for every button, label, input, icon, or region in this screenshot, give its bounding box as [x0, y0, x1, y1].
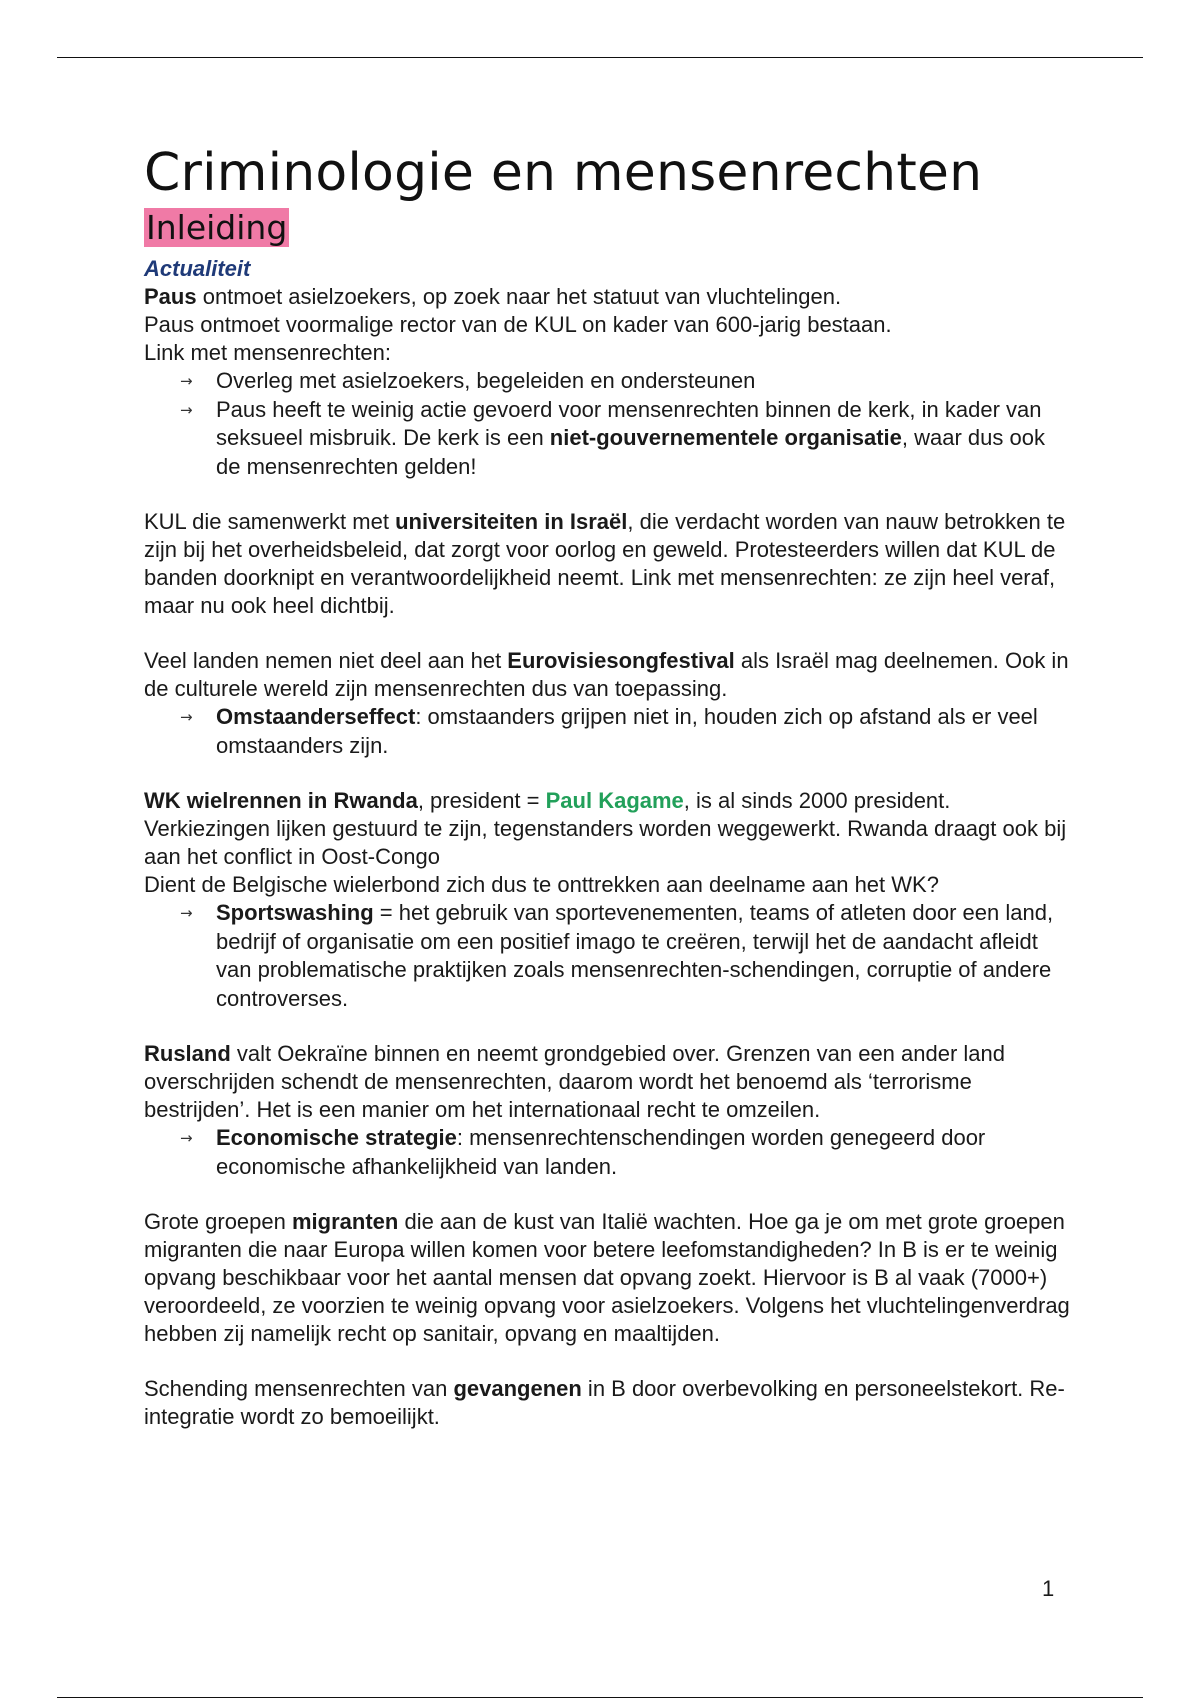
arrow-right-icon: →	[180, 1129, 193, 1147]
arrow-list	[144, 367, 1074, 481]
subsection-heading: Actualiteit	[144, 256, 251, 281]
section-heading-text: Inleiding	[146, 208, 288, 247]
arrow-right-icon: →	[180, 400, 193, 419]
bold-term: WK wielrennen in Rwanda	[144, 788, 418, 813]
header-rule	[57, 57, 1143, 58]
bold-term: Rusland	[144, 1041, 231, 1066]
paragraph: Rusland valt Oekraïne binnen en neemt grondgebied over. Grenzen van een ander land overschrijden schendt de mensenrechten, daarom wordt het benoemd als ‘terrorisme bestrijden’. Het is een manier om het internationaal recht te omzeilen.	[144, 1041, 1005, 1122]
arrow-right-icon: →	[180, 904, 193, 922]
arrow-list	[144, 1124, 1074, 1181]
arrow-right-icon: →	[180, 372, 193, 390]
footer-rule	[57, 1697, 1143, 1698]
list-item: → Sportswashing = het gebruik van sportevenementen, teams of atleten door een land, bedrijf of organisatie om een positief imago te creëren, terwijl het de aandacht afleidt van problematische praktijken zoals mensenrechten-schendingen, corruptie of andere controverses.	[180, 900, 1054, 1011]
paragraph: Dient de Belgische wielerbond zich dus te onttrekken aan deelname aan het WK?	[144, 872, 939, 897]
document-title: Criminologie en mensenrechten	[144, 143, 983, 203]
bold-term: Omstaanderseffect	[216, 704, 416, 729]
bold-term: gevangenen	[453, 1376, 582, 1401]
arrow-right-icon: →	[180, 708, 193, 726]
section-heading	[144, 208, 1074, 255]
bold-term: niet-gouvernementele organisatie	[549, 425, 902, 450]
paragraph: Schending mensenrechten van gevangenen in B door overbevolking en personeelstekort. Re-integratie wordt zo bemoeilijkt.	[144, 1376, 1065, 1429]
bold-term: Paus	[144, 284, 197, 309]
paragraph: Paus ontmoet asielzoekers, op zoek naar het statuut van vluchtelingen.	[144, 284, 842, 309]
arrow-list	[144, 899, 1074, 1013]
arrow-list	[144, 703, 1074, 760]
paragraph: Grote groepen migranten die aan de kust van Italië wachten. Hoe ga je om met grote groepen migranten die naar Europa willen komen voor betere leefomstandigheden? In B is er te weinig opvang beschikbaar voor het aantal mensen dat opvang zoekt. Hiervoor is B al vaak (7000+) veroordeeld, ze voorzien te weinig opvang voor asielzoekers. Volgens het vluchtelingenverdrag hebben zij namelijk recht op sanitair, opvang en maaltijden.	[144, 1209, 1070, 1346]
paragraph: Veel landen nemen niet deel aan het Eurovisiesongfestival als Israël mag deelnemen. Ook in de culturele wereld zijn mensenrechten dus van toepassing.	[144, 648, 1069, 701]
highlighted-name: Paul Kagame	[545, 788, 684, 813]
list-item: → Paus heeft te weinig actie gevoerd voor mensenrechten binnen de kerk, in kader van seksueel misbruik. De kerk is een niet-gouvernementele organisatie, waar dus ook de mensenrechten gelden!	[180, 396, 1045, 479]
bold-term: Economische strategie	[216, 1125, 457, 1150]
list-item: → Economische strategie: mensenrechtenschendingen worden genegeerd door economische afhankelijkheid van landen.	[180, 1125, 986, 1179]
paragraph: KUL die samenwerkt met universiteiten in Israël, die verdacht worden van nauw betrokken te zijn bij het overheidsbeleid, dat zorgt voor oorlog en geweld. Protesteerders willen dat KUL de banden doorknipt en verantwoordelijkheid neemt. Link met mensenrechten: ze zijn heel veraf, maar nu ook heel dichtbij.	[144, 509, 1066, 618]
paragraph: Paus ontmoet voormalige rector van de KUL on kader van 600-jarig bestaan.	[144, 312, 892, 337]
list-item: → Overleg met asielzoekers, begeleiden en ondersteunen	[144, 367, 1074, 396]
paragraph: Link met mensenrechten:	[144, 340, 392, 365]
list-item: → Omstaanderseffect: omstaanders grijpen niet in, houden zich op afstand als er veel omstaanders zijn.	[180, 704, 1038, 758]
bold-term: migranten	[291, 1209, 399, 1234]
paragraph: WK wielrennen in Rwanda, president = Paul Kagame, is al sinds 2000 president. Verkiezingen lijken gestuurd te zijn, tegenstanders worden weggewerkt. Rwanda draagt ook bij aan het conflict in Oost-Congo	[144, 788, 1067, 869]
bold-term: universiteiten in Israël	[395, 509, 628, 534]
bold-term: Eurovisiesongfestival	[507, 648, 735, 673]
page-content	[144, 138, 1074, 1431]
bold-term: Sportswashing	[216, 900, 374, 925]
page-number: 1	[1042, 1576, 1055, 1601]
